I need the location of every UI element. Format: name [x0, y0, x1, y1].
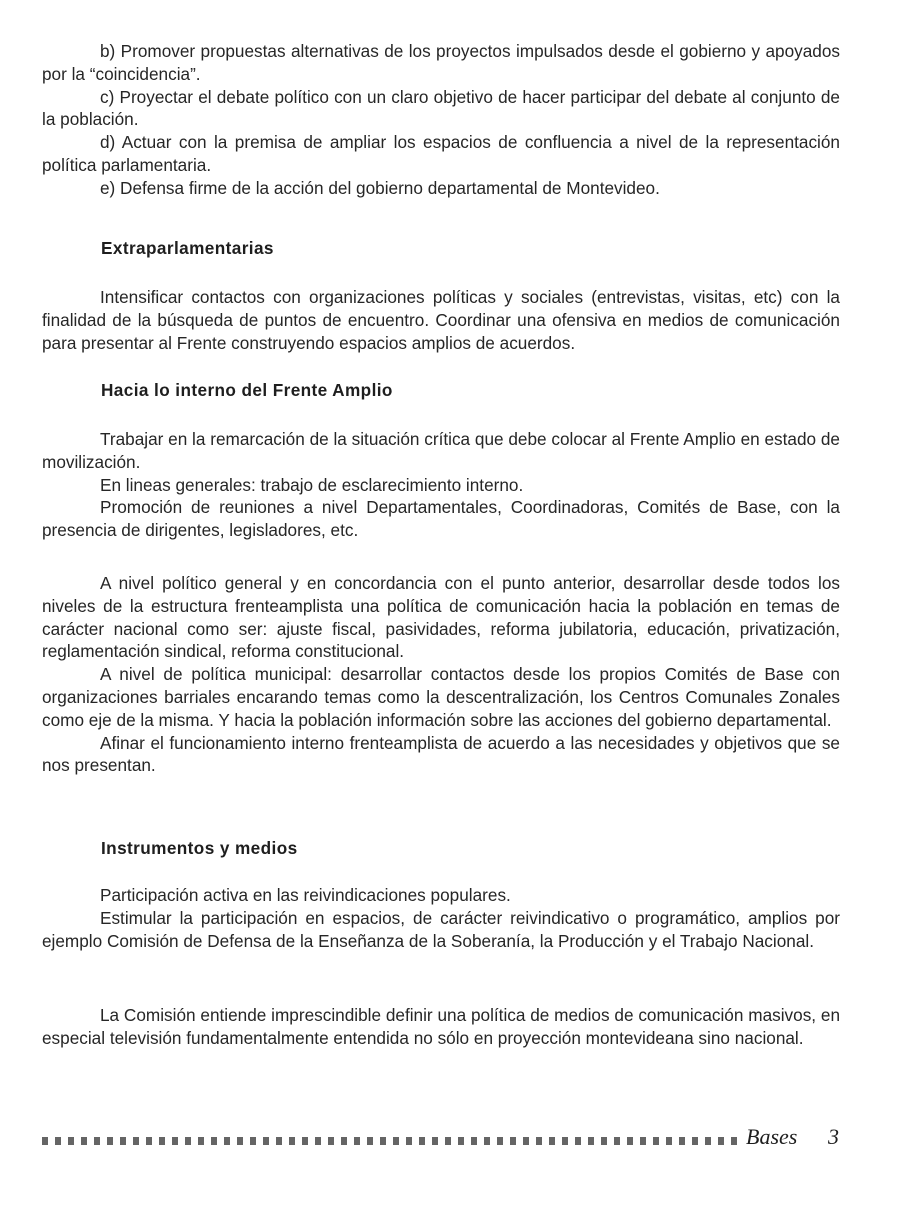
extraparlamentarias-paragraph: Intensificar contactos con organizaciones políticas y sociales (entrevistas, visitas, etc) con la finalidad de la búsqueda de puntos de encuentro. Coordinar una ofensiva en medios de comunicación para presentar al Frente construyendo espacios amplios de acuerdos. [42, 287, 840, 353]
objective-e: e) Defensa firme de la acción del gobierno departamental de Montevideo. [100, 177, 660, 198]
politica-municipal-paragraph: A nivel de política municipal: desarrollar contactos desde los propios Comités de Base con organizaciones barriales encarando temas como la descentralización, los Centros Comunales Zonales como eje de la misma. Y hacia la población información sobre las acciones del gobierno departamental. [42, 664, 840, 730]
objectives-list [42, 40, 840, 200]
footer-label: Bases [746, 1124, 798, 1149]
objective-d: d) Actuar con la premisa de ampliar los espacios de confluencia a nivel de la representación política parlamentaria. [42, 132, 840, 175]
funcionamiento-paragraph: Afinar el funcionamiento interno frenteamplista de acuerdo a las necesidades y objetivos que se nos presentan. [42, 732, 840, 776]
extraparlamentarias-section [42, 286, 840, 354]
instrumentos-section [42, 884, 840, 952]
page-number: 3 [828, 1124, 839, 1149]
heading-instrumentos: Instrumentos y medios [101, 838, 298, 858]
footer-dotted-rule [42, 1137, 742, 1145]
interno-paragraph-3: Promoción de reuniones a nivel Departamentales, Coordinadoras, Comités de Base, con la presencia de dirigentes, legisladores, etc. [42, 497, 840, 541]
politica-section [42, 572, 840, 777]
instrumentos-paragraph-2: Estimular la participación en espacios, de carácter reivindicativo o programático, amplios por ejemplo Comisión de Defensa de la Enseñanza de la Soberanía, la Producción y el Trabajo Nacional. [42, 907, 840, 951]
politica-general-paragraph: A nivel político general y en concordancia con el punto anterior, desarrollar desde todos los niveles de la estructura frenteamplista una política de comunicación hacia la población en temas de carácter nacional como ser: ajuste fiscal, pasividades, reforma jubilatoria, educación, privatización, reglamentación sindical, reforma constitucional. [42, 573, 840, 662]
comision-section [42, 1004, 840, 1050]
interno-paragraph-2: En lineas generales: trabajo de esclarecimiento interno. [100, 474, 524, 495]
interno-section [42, 428, 840, 542]
instrumentos-paragraph-1: Participación activa en las reivindicaciones populares. [100, 885, 511, 905]
heading-extraparlamentarias: Extraparlamentarias [101, 238, 274, 258]
objective-b: b) Promover propuestas alternativas de los proyectos impulsados desde el gobierno y apoyados por la “coincidencia”. [42, 41, 840, 84]
interno-paragraph-1: Trabajar en la remarcación de la situación crítica que debe colocar al Frente Amplio en estado de movilización. [42, 429, 840, 472]
comision-paragraph: La Comisión entiende imprescindible definir una política de medios de comunicación masivos, en especial televisión fundamentalmente entendida no sólo en proyección montevideana sino nacional. [42, 1005, 840, 1048]
page-footer [42, 1124, 842, 1154]
objective-c: c) Proyectar el debate político con un claro objetivo de hacer participar del debate al conjunto de la población. [42, 86, 840, 130]
heading-interno: Hacia lo interno del Frente Amplio [101, 380, 393, 400]
